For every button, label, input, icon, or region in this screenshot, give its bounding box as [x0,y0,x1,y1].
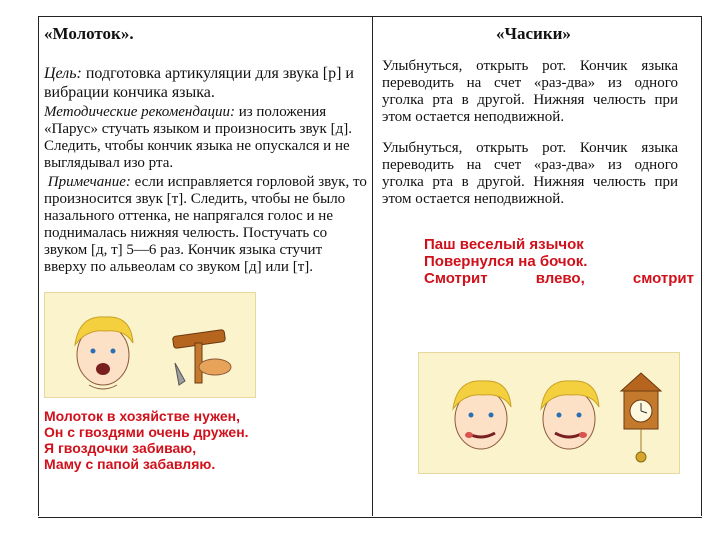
boy-hammer-picture [45,293,255,397]
method-label: Методические рекомендации: [44,104,235,120]
left-text-block [44,64,368,276]
note-text: если исправляется горловой звук, то произносится звук [т]. Следить, чтобы не было назального оттенка, не напрягался голос и не поднималась нижняя челюсть. Постучать со звуком [д, т] 5—6 раз. Кончик языка стучит вверху по альвеолам со звуком [д] или [т]. [44,174,367,275]
poem-line: Он с гвоздями очень дружен. [44,424,249,440]
column-divider [372,16,373,516]
right-title: «Часики» [496,24,571,43]
poem-line: Я гвоздочки забиваю, [44,440,197,456]
hammer-illustration [44,292,256,398]
poem-line: Смотрит влево, смотрит [424,270,694,287]
right-border [701,16,702,516]
method-paragraph [44,104,368,172]
clock-poem [424,236,694,287]
clock-paragraph-1: Улыбнуться, открыть рот. Кончик языка переводить на счет «раз-два» из одного уголка рта в другой. Нижняя челюсть при этом остается неподвижной. [382,58,678,125]
note-label: Примечание: [47,174,131,190]
poem-line: Повернулся на бочок. [424,253,588,270]
goal-paragraph [44,64,368,102]
method-text: из положения «Парус» стучать языком и произносить звук [д]. Следить, чтобы кончик языка не опускался и не выглядывал изо рта. [44,104,352,171]
boys-clock-picture [419,353,679,473]
note-paragraph [44,174,368,276]
left-border [38,16,39,516]
left-title: «Молоток». [44,24,134,43]
poem-line: Паш веселый язычок [424,236,584,253]
clock-illustration [418,352,680,474]
clock-paragraph-2: Улыбнуться, открыть рот. Кончик языка переводить на счет «раз-два» из одного уголка рта в другой. Нижняя челюсть при этом остается неподвижной. [382,140,678,207]
hammer-poem [44,408,368,472]
goal-label: Цель: [44,65,82,82]
poem-line: Маму с папой забавляю. [44,456,216,472]
goal-text: подготовка артикуляции для звука [р] и вибрации кончика языка. [44,65,354,101]
poem-line: Молоток в хозяйстве нужен, [44,408,240,424]
right-text-block [382,58,678,208]
